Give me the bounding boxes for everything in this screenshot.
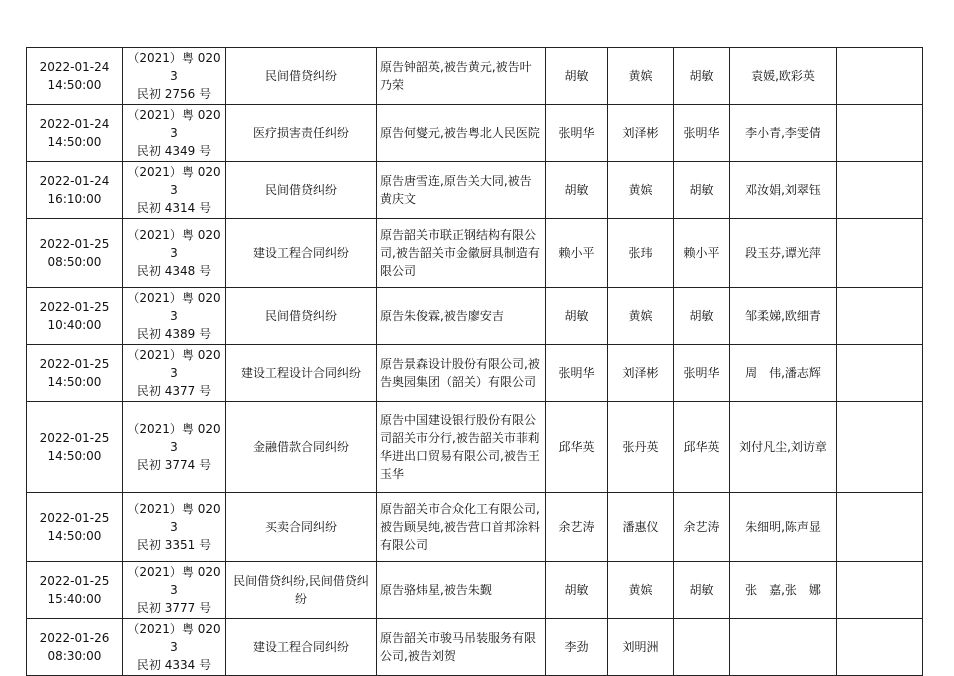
- note-cell: [837, 288, 923, 345]
- panel-members: 段玉芬,谭光萍: [745, 246, 821, 260]
- case-number-cell: [123, 402, 226, 493]
- presiding-cell: [674, 219, 730, 288]
- hearing-date: 2022-01-24: [39, 60, 110, 74]
- hearing-date: 2022-01-26: [39, 631, 110, 645]
- clerk: 张玮: [628, 246, 653, 260]
- case-cause: 建设工程合同纠纷: [252, 246, 349, 260]
- judge-cell: [546, 105, 608, 162]
- note-cell: [837, 219, 923, 288]
- presiding-cell: [674, 402, 730, 493]
- case-cause: 金融借款合同纠纷: [252, 440, 349, 454]
- case-cause: 医疗损害责任纠纷: [252, 126, 349, 140]
- hearing-time: 08:50:00: [47, 255, 102, 269]
- note-cell: [837, 562, 923, 619]
- case-cause: 买卖合同纠纷: [264, 520, 337, 534]
- judge-cell: [546, 402, 608, 493]
- hearing-date: 2022-01-25: [39, 357, 110, 371]
- clerk: 刘泽彬: [622, 126, 659, 140]
- judge-cell: [546, 162, 608, 219]
- clerk: 潘惠仪: [622, 520, 659, 534]
- members-cell: [730, 105, 837, 162]
- presiding-cell: [674, 493, 730, 562]
- judge: 邱华英: [558, 440, 595, 454]
- case-cause-cell: [226, 219, 377, 288]
- hearing-time: 16:10:00: [47, 192, 102, 206]
- hearing-time: 14:50:00: [47, 78, 102, 92]
- judge: 胡敏: [564, 69, 589, 83]
- parties: 原告骆炜星,被告朱觐: [380, 583, 492, 597]
- table-row: [27, 219, 923, 288]
- case-number-prefix: （2021）粤 0203: [127, 622, 221, 654]
- hearing-datetime-cell: [27, 493, 123, 562]
- table-row: [27, 619, 923, 676]
- note-cell: [837, 105, 923, 162]
- assistant-cell: [608, 345, 674, 402]
- judge: 赖小平: [558, 246, 595, 260]
- hearing-datetime-cell: [27, 402, 123, 493]
- presiding-judge: 张明华: [683, 366, 720, 380]
- parties-cell: [377, 162, 546, 219]
- table-row: [27, 345, 923, 402]
- presiding-judge: 胡敏: [689, 69, 714, 83]
- judge: 张明华: [558, 366, 595, 380]
- hearing-datetime-cell: [27, 562, 123, 619]
- assistant-cell: [608, 402, 674, 493]
- judge: 胡敏: [564, 309, 589, 323]
- hearing-datetime-cell: [27, 162, 123, 219]
- case-cause: 民间借贷纠纷: [264, 309, 337, 323]
- members-cell: [730, 493, 837, 562]
- parties: 原告中国建设银行股份有限公司韶关市分行,被告韶关市菲莉华进出口贸易有限公司,被告王玉华: [380, 413, 540, 481]
- case-number-cell: [123, 562, 226, 619]
- case-number-prefix: （2021）粤 0203: [127, 108, 221, 140]
- case-number-cell: [123, 345, 226, 402]
- assistant-cell: [608, 619, 674, 676]
- parties-cell: [377, 48, 546, 105]
- clerk: 刘明洲: [622, 640, 659, 654]
- case-number-suffix: 民初 4349 号: [136, 144, 212, 158]
- hearing-datetime-cell: [27, 345, 123, 402]
- case-cause-cell: [226, 48, 377, 105]
- parties-cell: [377, 562, 546, 619]
- parties-cell: [377, 493, 546, 562]
- parties: 原告朱俊霖,被告廖安吉: [380, 309, 504, 323]
- clerk: 黄嫔: [628, 69, 653, 83]
- note-cell: [837, 48, 923, 105]
- judge-cell: [546, 619, 608, 676]
- case-number-prefix: （2021）粤 0203: [127, 502, 221, 534]
- presiding-judge: 张明华: [683, 126, 720, 140]
- case-cause-cell: [226, 105, 377, 162]
- case-number-cell: [123, 105, 226, 162]
- note-cell: [837, 493, 923, 562]
- case-number-suffix: 民初 3777 号: [136, 601, 212, 615]
- presiding-judge: 余艺涛: [683, 520, 720, 534]
- members-cell: [730, 48, 837, 105]
- table-row: [27, 48, 923, 105]
- presiding-cell: [674, 619, 730, 676]
- presiding-judge: 赖小平: [683, 246, 720, 260]
- hearing-time: 10:40:00: [47, 318, 102, 332]
- judge: 李劲: [564, 640, 589, 654]
- case-cause-cell: [226, 345, 377, 402]
- panel-members: 朱细明,陈声显: [745, 520, 821, 534]
- hearing-datetime-cell: [27, 288, 123, 345]
- presiding-cell: [674, 162, 730, 219]
- hearing-time: 14:50:00: [47, 375, 102, 389]
- judge-cell: [546, 48, 608, 105]
- presiding-cell: [674, 562, 730, 619]
- parties: 原告景森设计股份有限公司,被告奥园集团（韶关）有限公司: [380, 357, 540, 389]
- presiding-judge: 胡敏: [689, 583, 714, 597]
- judge-cell: [546, 493, 608, 562]
- case-cause: 民间借贷纠纷,民间借贷纠纷: [233, 574, 369, 606]
- panel-members: 李小青,李雯倩: [745, 126, 821, 140]
- judge: 胡敏: [564, 183, 589, 197]
- panel-members: 袁媛,欧彩英: [751, 69, 815, 83]
- case-number-prefix: （2021）粤 0203: [127, 565, 221, 597]
- case-number-suffix: 民初 4389 号: [136, 327, 212, 341]
- table-row: [27, 562, 923, 619]
- presiding-judge: 邱华英: [683, 440, 720, 454]
- table-row: [27, 162, 923, 219]
- hearing-date: 2022-01-25: [39, 511, 110, 525]
- table-row: [27, 493, 923, 562]
- clerk: 刘泽彬: [622, 366, 659, 380]
- table-row: [27, 288, 923, 345]
- case-number-cell: [123, 493, 226, 562]
- note-cell: [837, 345, 923, 402]
- judge-cell: [546, 345, 608, 402]
- parties: 原告唐雪连,原告关大同,被告黄庆文: [380, 174, 532, 206]
- case-cause-cell: [226, 562, 377, 619]
- case-number-cell: [123, 162, 226, 219]
- panel-members: 周 伟,潘志辉: [745, 366, 821, 380]
- judge-cell: [546, 219, 608, 288]
- parties: 原告韶关市合众化工有限公司,被告顾昊纯,被告营口首邦涂料有限公司: [380, 502, 540, 552]
- note-cell: [837, 619, 923, 676]
- presiding-cell: [674, 48, 730, 105]
- parties-cell: [377, 288, 546, 345]
- presiding-cell: [674, 288, 730, 345]
- case-cause: 建设工程合同纠纷: [252, 640, 349, 654]
- hearing-datetime-cell: [27, 619, 123, 676]
- hearing-date: 2022-01-25: [39, 431, 110, 445]
- case-cause: 民间借贷纠纷: [264, 69, 337, 83]
- parties: 原告何燮元,被告粤北人民医院: [380, 126, 540, 140]
- case-number-suffix: 民初 4334 号: [136, 658, 212, 672]
- parties: 原告钟韶英,被告黄元,被告叶乃荣: [380, 60, 532, 92]
- case-number-prefix: （2021）粤 0203: [127, 348, 221, 380]
- members-cell: [730, 619, 837, 676]
- case-cause-cell: [226, 288, 377, 345]
- judge: 胡敏: [564, 583, 589, 597]
- case-number-suffix: 民初 4314 号: [136, 201, 212, 215]
- case-number-cell: [123, 48, 226, 105]
- parties: 原告韶关市联正钢结构有限公司,被告韶关市金徽厨具制造有限公司: [380, 228, 540, 278]
- case-number-suffix: 民初 4348 号: [136, 264, 212, 278]
- clerk: 黄嫔: [628, 583, 653, 597]
- assistant-cell: [608, 562, 674, 619]
- case-number-cell: [123, 219, 226, 288]
- presiding-cell: [674, 105, 730, 162]
- table-row: [27, 402, 923, 493]
- assistant-cell: [608, 105, 674, 162]
- assistant-cell: [608, 162, 674, 219]
- panel-members: 邹柔娣,欧细青: [745, 309, 821, 323]
- case-number-suffix: 民初 3351 号: [136, 538, 212, 552]
- case-cause-cell: [226, 162, 377, 219]
- assistant-cell: [608, 219, 674, 288]
- panel-members: 张 嘉,张 娜: [745, 583, 821, 597]
- table-body: [27, 48, 923, 676]
- clerk: 张丹英: [622, 440, 659, 454]
- members-cell: [730, 402, 837, 493]
- panel-members: 邓汝娟,刘翠钰: [745, 183, 821, 197]
- case-number-cell: [123, 288, 226, 345]
- hearing-datetime-cell: [27, 105, 123, 162]
- parties: 原告韶关市骏马吊装服务有限公司,被告刘贺: [380, 631, 537, 663]
- parties-cell: [377, 219, 546, 288]
- hearing-date: 2022-01-25: [39, 300, 110, 314]
- case-cause-cell: [226, 619, 377, 676]
- assistant-cell: [608, 493, 674, 562]
- judge-cell: [546, 288, 608, 345]
- members-cell: [730, 345, 837, 402]
- hearing-time: 14:50:00: [47, 449, 102, 463]
- parties-cell: [377, 402, 546, 493]
- case-number-prefix: （2021）粤 0203: [127, 228, 221, 260]
- case-number-prefix: （2021）粤 0203: [127, 51, 221, 83]
- members-cell: [730, 288, 837, 345]
- case-number-suffix: 民初 4377 号: [136, 384, 212, 398]
- members-cell: [730, 162, 837, 219]
- clerk: 黄嫔: [628, 183, 653, 197]
- hearing-time: 15:40:00: [47, 592, 102, 606]
- hearing-date: 2022-01-24: [39, 174, 110, 188]
- table-row: [27, 105, 923, 162]
- hearing-date: 2022-01-24: [39, 117, 110, 131]
- case-number-prefix: （2021）粤 0203: [127, 422, 221, 454]
- hearing-time: 14:50:00: [47, 135, 102, 149]
- judge-cell: [546, 562, 608, 619]
- hearing-schedule-table: [26, 47, 923, 676]
- case-cause: 建设工程设计合同纠纷: [240, 366, 361, 380]
- case-cause-cell: [226, 402, 377, 493]
- note-cell: [837, 162, 923, 219]
- clerk: 黄嫔: [628, 309, 653, 323]
- parties-cell: [377, 345, 546, 402]
- case-cause-cell: [226, 493, 377, 562]
- members-cell: [730, 219, 837, 288]
- members-cell: [730, 562, 837, 619]
- hearing-time: 08:30:00: [47, 649, 102, 663]
- case-number-prefix: （2021）粤 0203: [127, 291, 221, 323]
- case-number-suffix: 民初 3774 号: [136, 458, 212, 472]
- hearing-datetime-cell: [27, 48, 123, 105]
- panel-members: 刘付凡尘,刘访章: [739, 440, 827, 454]
- case-number-prefix: （2021）粤 0203: [127, 165, 221, 197]
- case-number-cell: [123, 619, 226, 676]
- case-cause: 民间借贷纠纷: [264, 183, 337, 197]
- note-cell: [837, 402, 923, 493]
- presiding-cell: [674, 345, 730, 402]
- presiding-judge: 胡敏: [689, 183, 714, 197]
- hearing-datetime-cell: [27, 219, 123, 288]
- presiding-judge: 胡敏: [689, 309, 714, 323]
- hearing-date: 2022-01-25: [39, 574, 110, 588]
- parties-cell: [377, 105, 546, 162]
- hearing-time: 14:50:00: [47, 529, 102, 543]
- judge: 余艺涛: [558, 520, 595, 534]
- assistant-cell: [608, 288, 674, 345]
- hearing-date: 2022-01-25: [39, 237, 110, 251]
- assistant-cell: [608, 48, 674, 105]
- judge: 张明华: [558, 126, 595, 140]
- case-number-suffix: 民初 2756 号: [136, 87, 212, 101]
- parties-cell: [377, 619, 546, 676]
